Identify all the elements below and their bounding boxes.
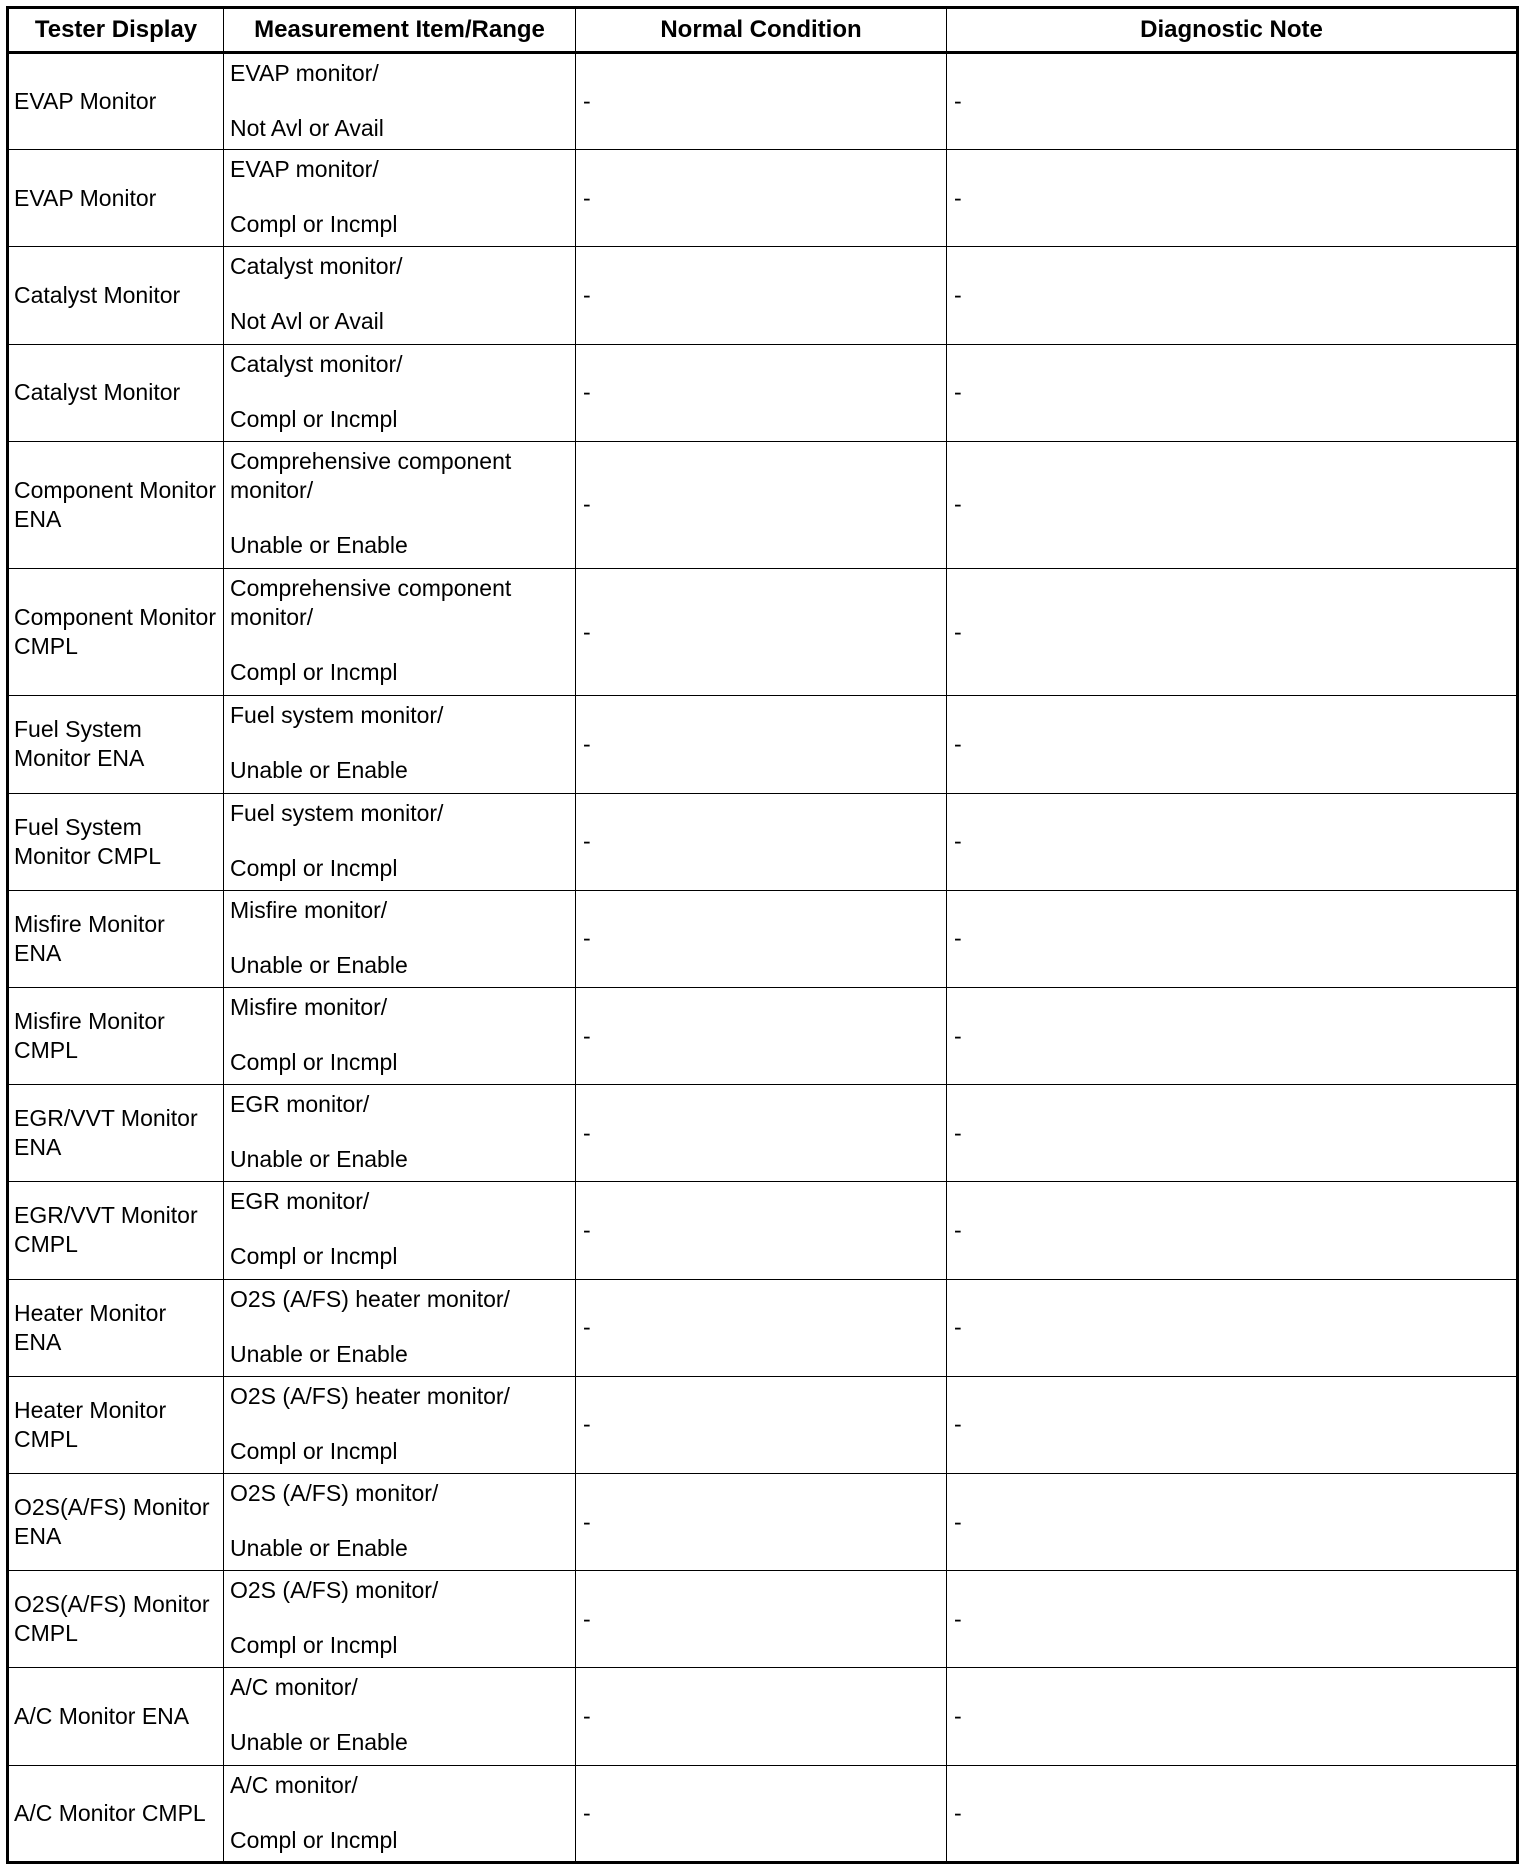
normal-condition-cell: - <box>576 890 947 987</box>
tester-display-cell: Fuel System Monitor ENA <box>8 696 224 793</box>
measurement-item: O2S (A/FS) heater monitor/ <box>230 1285 510 1312</box>
measurement-cell <box>224 696 576 793</box>
measurement-item: Fuel system monitor/ <box>230 799 444 826</box>
measurement-range: Unable or Enable <box>230 531 408 558</box>
diagnostic-note-cell: - <box>947 1376 1518 1473</box>
header-diagnostic-note: Diagnostic Note <box>947 8 1518 53</box>
table-row <box>8 1571 1518 1668</box>
measurement-item: O2S (A/FS) heater monitor/ <box>230 1382 510 1409</box>
measurement-item: EVAP monitor/ <box>230 156 379 183</box>
tester-display-cell: Misfire Monitor ENA <box>8 890 224 987</box>
measurement-cell <box>224 1765 576 1862</box>
diagnostic-note-cell: - <box>947 569 1518 696</box>
tester-display-cell: O2S(A/FS) Monitor ENA <box>8 1474 224 1571</box>
tester-display-cell: Catalyst Monitor <box>8 247 224 344</box>
measurement-range: Compl or Incmpl <box>230 854 398 881</box>
diagnostic-note-cell: - <box>947 441 1518 568</box>
measurement-range: Not Avl or Avail <box>230 115 384 141</box>
tester-display-cell: EVAP Monitor <box>8 53 224 150</box>
diagnostic-note-cell: - <box>947 1085 1518 1182</box>
table-row <box>8 1474 1518 1571</box>
measurement-cell <box>224 1668 576 1765</box>
measurement-item: Comprehensive component monitor/ <box>230 447 512 503</box>
normal-condition-cell: - <box>576 1279 947 1376</box>
table-row <box>8 1668 1518 1765</box>
measurement-item: EGR monitor/ <box>230 1091 370 1118</box>
diagnostic-note-cell: - <box>947 1279 1518 1376</box>
diagnostic-note-cell: - <box>947 793 1518 890</box>
normal-condition-cell: - <box>576 1474 947 1571</box>
normal-condition-cell: - <box>576 1668 947 1765</box>
measurement-cell <box>224 150 576 247</box>
table-row <box>8 344 1518 441</box>
table-row <box>8 1765 1518 1862</box>
diagnostic-note-cell: - <box>947 1474 1518 1571</box>
measurement-item: Catalyst monitor/ <box>230 253 403 280</box>
measurement-range: Unable or Enable <box>230 1146 408 1173</box>
diagnostic-note-cell: - <box>947 1765 1518 1862</box>
measurement-item: O2S (A/FS) monitor/ <box>230 1480 439 1506</box>
table-row <box>8 1376 1518 1473</box>
measurement-item: A/C monitor/ <box>230 1771 358 1798</box>
measurement-cell <box>224 1182 576 1279</box>
measurement-range: Compl or Incmpl <box>230 659 398 686</box>
normal-condition-cell: - <box>576 793 947 890</box>
diagnostic-note-cell: - <box>947 1571 1518 1668</box>
measurement-cell <box>224 793 576 890</box>
measurement-range: Not Avl or Avail <box>230 308 384 335</box>
measurement-item: Misfire monitor/ <box>230 896 388 923</box>
table-body <box>8 53 1518 1863</box>
measurement-item: EGR monitor/ <box>230 1188 370 1215</box>
normal-condition-cell: - <box>576 987 947 1084</box>
tester-display-cell: Heater Monitor ENA <box>8 1279 224 1376</box>
measurement-range: Compl or Incmpl <box>230 1632 398 1659</box>
normal-condition-cell: - <box>576 569 947 696</box>
measurement-cell <box>224 1085 576 1182</box>
measurement-cell <box>224 247 576 344</box>
tester-display-cell: EVAP Monitor <box>8 150 224 247</box>
diagnostic-note-cell: - <box>947 696 1518 793</box>
normal-condition-cell: - <box>576 1765 947 1862</box>
diagnostic-note-cell: - <box>947 150 1518 247</box>
measurement-cell <box>224 1376 576 1473</box>
tester-display-cell: Component Monitor CMPL <box>8 569 224 696</box>
measurement-item: O2S (A/FS) monitor/ <box>230 1577 439 1604</box>
measurement-cell <box>224 1571 576 1668</box>
tester-display-cell: Catalyst Monitor <box>8 344 224 441</box>
table-row <box>8 890 1518 987</box>
measurement-cell <box>224 569 576 696</box>
normal-condition-cell: - <box>576 696 947 793</box>
monitor-status-table <box>6 6 1519 1864</box>
measurement-range: Unable or Enable <box>230 951 408 978</box>
header-row <box>8 8 1518 53</box>
table-row <box>8 569 1518 696</box>
diagnostic-note-cell: - <box>947 53 1518 150</box>
measurement-item: A/C monitor/ <box>230 1674 358 1701</box>
tester-display-cell: Component Monitor ENA <box>8 441 224 568</box>
header-measurement-item: Measurement Item/Range <box>224 8 576 53</box>
measurement-range: Compl or Incmpl <box>230 1048 398 1075</box>
measurement-range: Unable or Enable <box>230 757 408 784</box>
table-row <box>8 1182 1518 1279</box>
measurement-range: Compl or Incmpl <box>230 1826 398 1853</box>
diagnostic-note-cell: - <box>947 344 1518 441</box>
normal-condition-cell: - <box>576 1182 947 1279</box>
tester-display-cell: EGR/VVT Monitor ENA <box>8 1085 224 1182</box>
measurement-cell <box>224 890 576 987</box>
normal-condition-cell: - <box>576 1085 947 1182</box>
header-normal-condition: Normal Condition <box>576 8 947 53</box>
measurement-item: Comprehensive component monitor/ <box>230 575 512 631</box>
normal-condition-cell: - <box>576 1571 947 1668</box>
measurement-cell <box>224 53 576 150</box>
tester-display-cell: O2S(A/FS) Monitor CMPL <box>8 1571 224 1668</box>
tester-display-cell: Fuel System Monitor CMPL <box>8 793 224 890</box>
table-row <box>8 1279 1518 1376</box>
tester-display-cell: A/C Monitor CMPL <box>8 1765 224 1862</box>
table-row <box>8 150 1518 247</box>
measurement-range: Compl or Incmpl <box>230 211 398 238</box>
measurement-cell <box>224 1474 576 1571</box>
tester-display-cell: A/C Monitor ENA <box>8 1668 224 1765</box>
measurement-cell <box>224 344 576 441</box>
measurement-range: Unable or Enable <box>230 1535 408 1561</box>
table-row <box>8 696 1518 793</box>
tester-display-cell: Misfire Monitor CMPL <box>8 987 224 1084</box>
table-row <box>8 987 1518 1084</box>
diagnostic-note-cell: - <box>947 1182 1518 1279</box>
normal-condition-cell: - <box>576 247 947 344</box>
measurement-item: Catalyst monitor/ <box>230 350 403 377</box>
measurement-cell <box>224 987 576 1084</box>
tester-display-cell: Heater Monitor CMPL <box>8 1376 224 1473</box>
measurement-item: EVAP monitor/ <box>230 60 379 86</box>
diagnostic-note-cell: - <box>947 987 1518 1084</box>
diagnostic-note-cell: - <box>947 890 1518 987</box>
table-row <box>8 247 1518 344</box>
table-row <box>8 441 1518 568</box>
header-tester-display: Tester Display <box>8 8 224 53</box>
normal-condition-cell: - <box>576 53 947 150</box>
tester-display-cell: EGR/VVT Monitor CMPL <box>8 1182 224 1279</box>
table-row <box>8 793 1518 890</box>
measurement-item: Fuel system monitor/ <box>230 702 444 729</box>
diagnostic-note-cell: - <box>947 1668 1518 1765</box>
measurement-range: Compl or Incmpl <box>230 1437 398 1464</box>
normal-condition-cell: - <box>576 344 947 441</box>
normal-condition-cell: - <box>576 441 947 568</box>
normal-condition-cell: - <box>576 1376 947 1473</box>
measurement-range: Unable or Enable <box>230 1729 408 1756</box>
measurement-range: Compl or Incmpl <box>230 405 398 432</box>
diagnostic-note-cell: - <box>947 247 1518 344</box>
table-row <box>8 53 1518 150</box>
measurement-item: Misfire monitor/ <box>230 993 388 1020</box>
measurement-range: Compl or Incmpl <box>230 1243 398 1270</box>
normal-condition-cell: - <box>576 150 947 247</box>
table-row <box>8 1085 1518 1182</box>
measurement-cell <box>224 1279 576 1376</box>
measurement-range: Unable or Enable <box>230 1340 408 1367</box>
measurement-cell <box>224 441 576 568</box>
